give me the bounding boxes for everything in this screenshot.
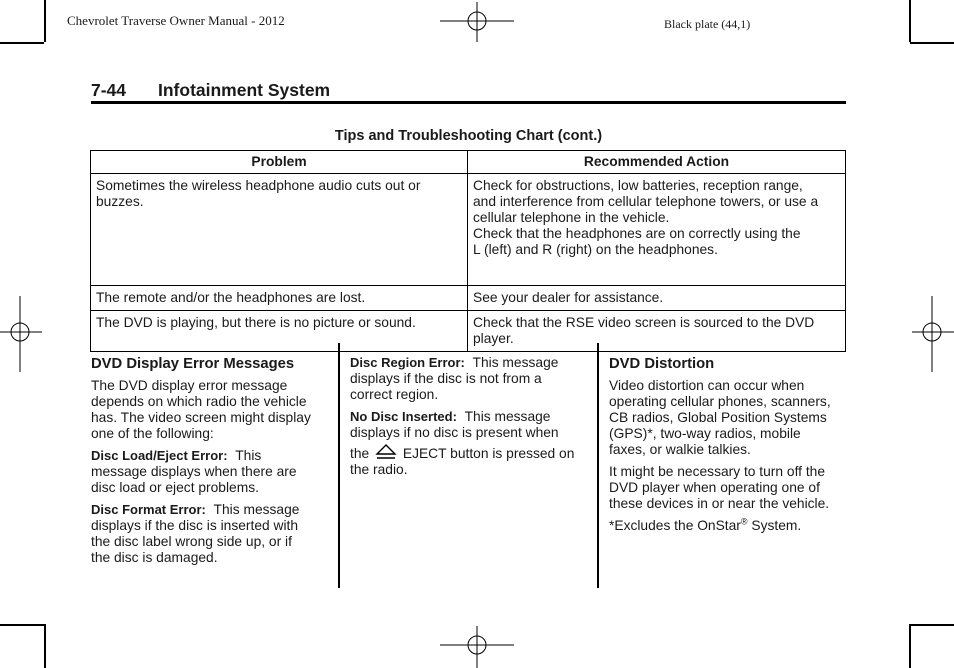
text-line (350, 444, 588, 462)
action-cell (468, 286, 846, 311)
text-line (91, 448, 329, 464)
crop-mark (910, 42, 954, 44)
text-line: message displays when there are (91, 464, 297, 479)
disc-errors-column (350, 355, 588, 484)
table-title: Tips and Troubleshooting Chart (cont.) (334, 128, 603, 144)
problem-cell (91, 286, 468, 311)
footnote-text: *Excludes the OnStar (609, 518, 741, 533)
disc-format-error-term: Disc Format Error: (91, 502, 206, 517)
footnote (609, 518, 847, 534)
eject-icon (375, 444, 397, 460)
text-line: faxes, or walkie talkies. (609, 442, 751, 457)
cell-line: cellular telephone in the vehicle. (473, 210, 670, 225)
text-line: CB radios, Global Position Systems (609, 410, 827, 425)
column-header-action: Recommended Action (468, 151, 846, 174)
crop-mark (44, 624, 46, 668)
disc-region-error-term: Disc Region Error: (350, 355, 465, 370)
registration-mark-top (440, 2, 514, 42)
registration-mark-left (0, 296, 42, 372)
dvd-error-intro (91, 378, 329, 442)
cell-line: Sometimes the wireless headphone audio cuts out or (96, 178, 421, 193)
page-number: 7-44 (91, 80, 127, 100)
dvd-error-heading: DVD Display Error Messages (91, 356, 295, 372)
text-line: displays if the disc is not from a (350, 371, 542, 386)
text-line: displays if the disc is inserted with (91, 518, 299, 533)
action-cell (468, 311, 846, 352)
text-line: the disc is damaged. (91, 550, 218, 565)
no-disc-inserted-term: No Disc Inserted: (350, 409, 457, 424)
table-row (91, 286, 846, 311)
dvd-distortion-heading: DVD Distortion (609, 356, 715, 372)
plate-label: Black plate (44,1) (664, 17, 751, 31)
table-header-row (91, 151, 846, 174)
cell-line: L (left) and R (right) on the headphones. (473, 242, 718, 257)
text-line: displays if no disc is present when (350, 425, 559, 440)
section-title (91, 80, 845, 100)
text-line: these devices in or near the vehicle. (609, 496, 830, 511)
disc-format-error-paragraph (91, 502, 329, 566)
column-divider (338, 343, 340, 588)
problem-cell (91, 311, 468, 352)
action-cell (468, 174, 846, 286)
dvd-distortion-paragraph (609, 378, 847, 458)
cell-line: buzzes. (96, 194, 144, 209)
problem-cell (91, 174, 468, 286)
turn-off-paragraph (609, 464, 847, 512)
text-line: DVD player when operating one of (609, 480, 820, 495)
no-disc-inserted-paragraph (350, 409, 588, 478)
section-rule (91, 101, 846, 104)
crop-mark (44, 0, 46, 42)
cell-line: Check that the RSE video screen is sourced to the DVD (473, 315, 815, 330)
text-line: depends on which radio the vehicle (91, 394, 307, 409)
manual-title: Chevrolet Traverse Owner Manual - 2012 (67, 13, 285, 28)
text-line: one of the following: (91, 426, 214, 441)
text-fragment: This message (464, 409, 551, 424)
cell-line: The DVD is playing, but there is no picture or sound. (96, 315, 416, 330)
text-line: It might be necessary to turn off the (609, 464, 826, 479)
text-line (91, 502, 329, 518)
cell-line: Check that the headphones are on correctly using the (473, 226, 801, 241)
text-line: Video distortion can occur when (609, 378, 805, 393)
column-header-problem: Problem (91, 151, 468, 174)
table-row (91, 311, 846, 352)
footnote-text: System. (747, 518, 802, 533)
text-line: disc load or eject problems. (91, 480, 259, 495)
registration-mark-bottom (440, 626, 514, 668)
text-line: has. The video screen might display (91, 410, 311, 425)
text-line: the disc label wrong side up, or if (91, 534, 292, 549)
section-name: Infotainment System (158, 80, 331, 100)
disc-load-error-term: Disc Load/Eject Error: (91, 448, 228, 463)
text-line: operating cellular phones, scanners, (609, 394, 831, 409)
cell-line: Check for obstructions, low batteries, reception range, (473, 178, 803, 193)
crop-mark (909, 0, 911, 42)
dvd-error-messages-column (91, 355, 329, 572)
text-line: the radio. (350, 462, 408, 477)
text-line: correct region. (350, 387, 439, 402)
registration-mark-right (912, 296, 954, 372)
column-divider (597, 343, 599, 588)
crop-mark (910, 624, 954, 626)
table-row (91, 174, 846, 286)
text-fragment: This message (472, 355, 559, 370)
disc-load-error-paragraph (91, 448, 329, 496)
registered-mark: ® (740, 516, 748, 527)
cell-line: and interference from cellular telephone towers, or use a (473, 194, 819, 209)
crop-mark (0, 42, 44, 44)
text-line (350, 355, 588, 371)
text-fragment: the (350, 446, 370, 461)
troubleshooting-table (90, 150, 846, 352)
text-line: The DVD display error message (91, 378, 288, 393)
text-fragment: EJECT button is pressed on (402, 446, 575, 461)
text-fragment: This (235, 448, 262, 463)
cell-line: player. (473, 331, 514, 346)
cell-line: The remote and/or the headphones are lost. (96, 290, 366, 305)
text-line (350, 409, 588, 425)
cell-line: See your dealer for assistance. (473, 290, 664, 305)
disc-region-error-paragraph (350, 355, 588, 403)
crop-mark (909, 624, 911, 668)
crop-mark (0, 624, 44, 626)
text-line: (GPS)*, two-way radios, mobile (609, 426, 801, 441)
dvd-distortion-column (609, 355, 847, 540)
text-fragment: This message (213, 502, 300, 517)
